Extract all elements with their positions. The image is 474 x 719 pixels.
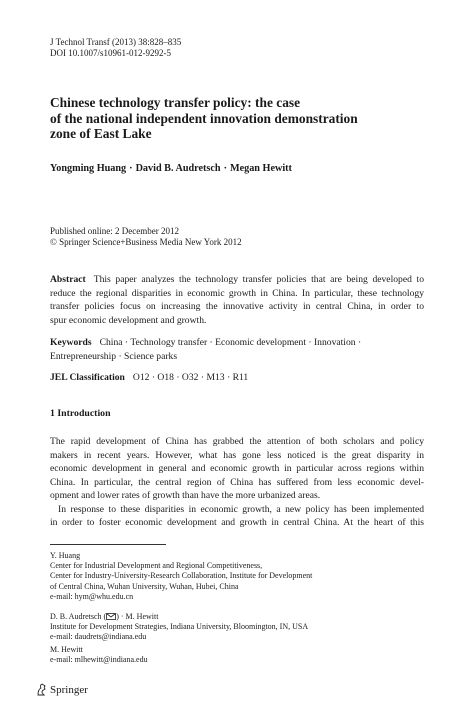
- keywords-line: Entrepreneurship · Science parks: [50, 350, 178, 362]
- published-online: Published online: 2 December 2012: [50, 226, 179, 236]
- author-list: [50, 163, 292, 174]
- body-line: China. In particular, the central region of China has suffered from less economic devel-: [50, 476, 424, 488]
- body-line: economic development in general and economic growth in particular across regions within: [50, 463, 424, 474]
- copyright: © Springer Science+Business Media New York 2012: [50, 237, 242, 247]
- abstract-line: Abstract This paper analyzes the technology transfer policies that are being developed to: [50, 274, 424, 285]
- paper-title: [50, 95, 430, 142]
- email-link[interactable]: e-mail: mlhewitt@indiana.edu: [50, 655, 148, 665]
- email-link[interactable]: e-mail: hym@whu.edu.cn: [50, 591, 134, 601]
- body-line: in order to foster economic development and growth in central China. At the heart of this: [50, 517, 424, 528]
- abstract-label: Abstract: [50, 274, 86, 285]
- author-name: David B. Audretsch: [135, 163, 221, 174]
- springer-horse-icon: [36, 683, 47, 696]
- body-line: opment and lower rates of growth than have the more urbanized areas.: [50, 490, 321, 501]
- envelope-icon: [106, 613, 116, 620]
- journal-citation: J Technol Transf (2013) 38:828–835: [50, 37, 182, 47]
- body-line: makers in recent years. However, what has gone less noticed is the great disparity in: [50, 449, 424, 461]
- footnote-audretsch: D. B. Audretsch ( ) · M. Hewitt Institute for Development Strategies, Indiana University, Bloomington, IN, USA e-mail: daudrets@indiana.edu: [50, 612, 309, 642]
- jel-label: JEL Classification: [50, 372, 125, 383]
- jel-codes: O12 · O18 · O32 · M13 · R11: [132, 372, 249, 383]
- abstract-line: transfer policies focus on increasing the innovative activity in central China, in order to: [50, 301, 424, 313]
- keywords-line: Keywords China · Technology transfer · Economic development · Innovation ·: [50, 337, 362, 348]
- body-line: The rapid development of China has grabbed the attention of both scholars and policy: [50, 436, 424, 447]
- keywords-label: Keywords: [50, 337, 92, 348]
- abstract: [50, 273, 424, 327]
- section-body: [50, 435, 424, 530]
- author-separator: ·: [129, 163, 133, 174]
- author-name: Megan Hewitt: [229, 163, 292, 174]
- section-heading: 1 Introduction: [50, 408, 111, 419]
- author-separator: ·: [223, 163, 227, 174]
- title-line: Chinese technology transfer policy: the case: [50, 95, 301, 110]
- footnote-huang: Y. Huang Center for Industrial Development and Regional Competitiveness, Center for Industry-University-Research Collaboration, Institute for Development of Central China, Wuhan University, Wuhan, Hubei, China e-mail: hym@whu.edu.cn: [50, 551, 313, 601]
- abstract-line: reduce the regional disparities in economic growth in China. In particular, these technology: [50, 287, 424, 299]
- publisher-logo: [36, 683, 88, 696]
- doi: DOI 10.1007/s10961-012-9292-5: [50, 48, 171, 58]
- publication-info: [50, 226, 242, 248]
- title-line: zone of East Lake: [50, 126, 152, 141]
- keywords: [50, 336, 424, 363]
- email-link[interactable]: e-mail: daudrets@indiana.edu: [50, 632, 147, 642]
- jel-classification: [50, 372, 248, 383]
- abstract-line: spur economic development and growth.: [50, 314, 207, 326]
- title-line: of the national independent innovation demonstration: [50, 110, 358, 126]
- publisher-name: Springer: [50, 683, 88, 696]
- body-line: In response to these disparities in economic growth, a new policy has been implemented: [58, 503, 424, 515]
- author-name: Yongming Huang: [50, 163, 127, 174]
- footnote-rule: [50, 544, 166, 545]
- footnote-hewitt: M. Hewitt e-mail: mlhewitt@indiana.edu: [50, 645, 148, 665]
